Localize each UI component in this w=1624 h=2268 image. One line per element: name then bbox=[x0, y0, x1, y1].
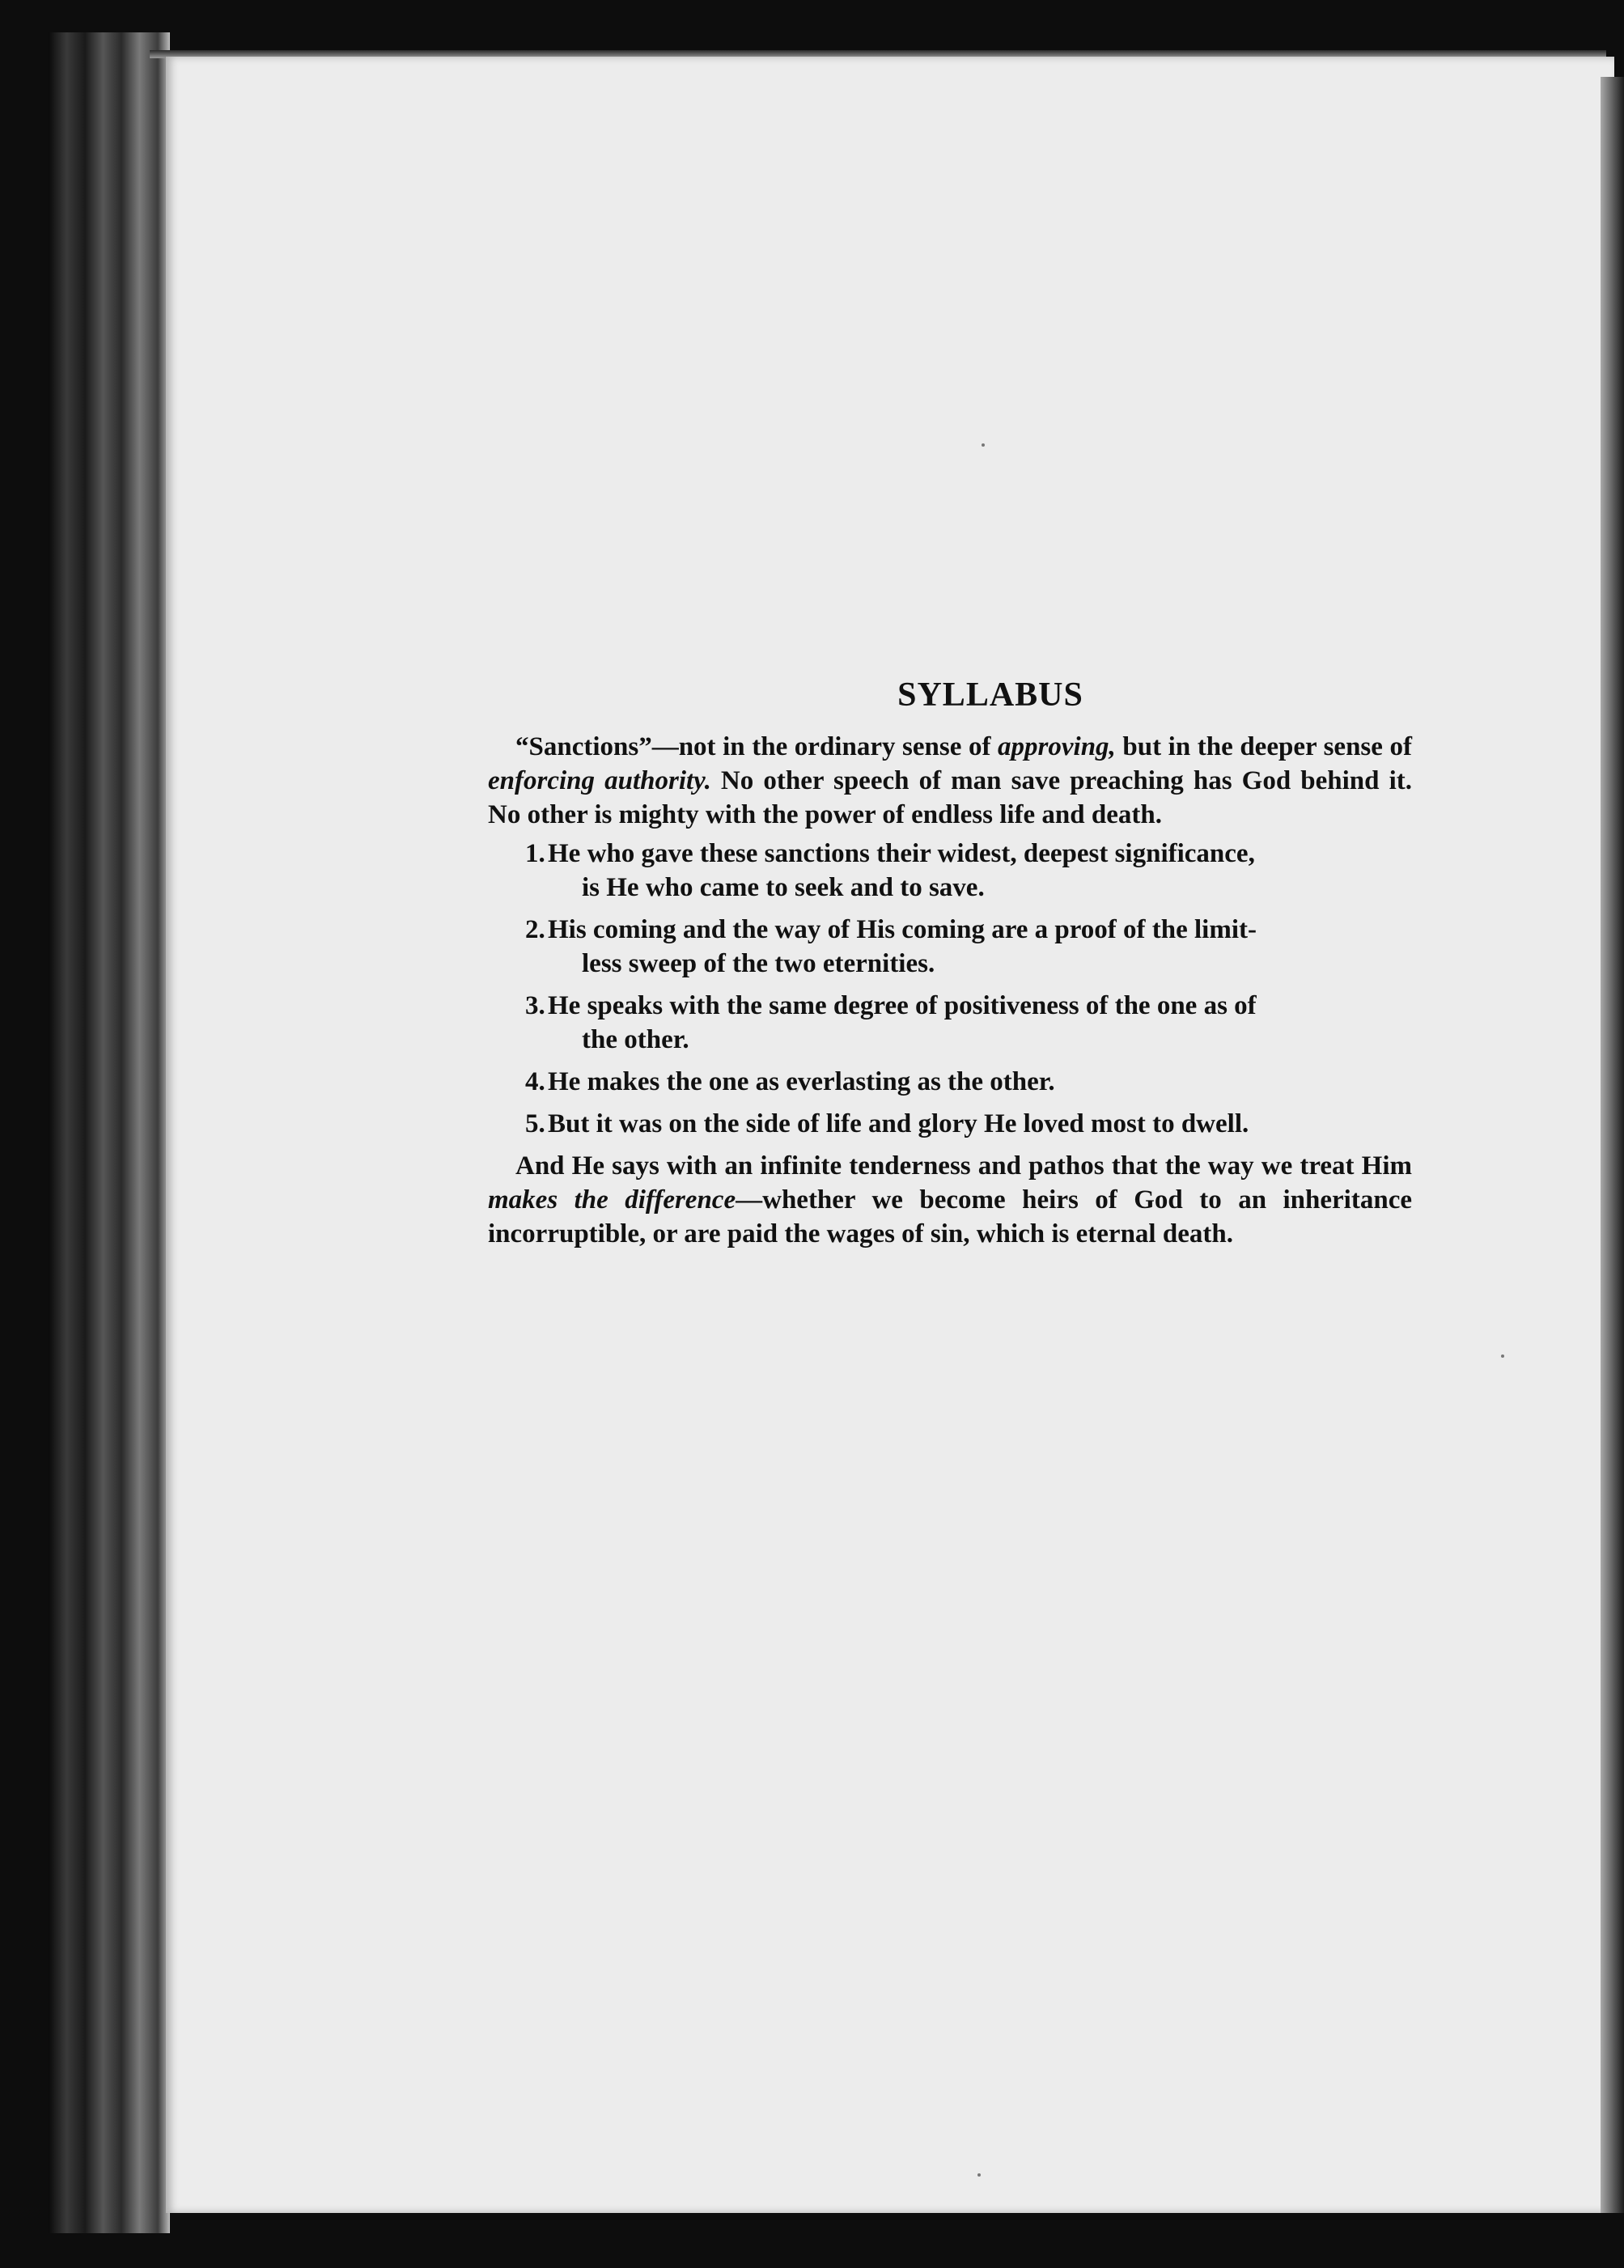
point-text-line1: He who gave these sanctions their widest, deepest significance, bbox=[548, 839, 1255, 868]
point-number: 3. bbox=[525, 991, 545, 1020]
point-number: 5. bbox=[525, 1109, 545, 1138]
book-binding-edge bbox=[49, 32, 170, 2233]
point-text-line2: less sweep of the two eternities. bbox=[582, 949, 935, 978]
list-item bbox=[488, 913, 1412, 981]
closing-lead: And He says with an infinite tenderness and pathos that the way we treat Him bbox=[515, 1151, 1412, 1181]
point-text-line1: He speaks with the same degree of positiveness of the one as of bbox=[548, 991, 1257, 1020]
intro-emphasis-approving: approving, bbox=[998, 732, 1116, 761]
scan-speck bbox=[982, 443, 985, 447]
list-item bbox=[488, 1107, 1412, 1141]
page-right-edge bbox=[1601, 77, 1624, 2213]
closing-paragraph bbox=[488, 1149, 1412, 1251]
intro-emphasis-authority: enforcing authority. bbox=[488, 766, 711, 795]
scan-speck bbox=[977, 2173, 981, 2177]
point-number: 2. bbox=[525, 915, 545, 944]
list-item bbox=[488, 1065, 1412, 1099]
intro-lead: “Sanctions”—not in the ordinary sense of bbox=[515, 732, 999, 761]
point-number: 4. bbox=[525, 1067, 545, 1096]
page-title: SYLLABUS bbox=[897, 676, 1083, 714]
point-text-line2: is He who came to seek and to save. bbox=[582, 873, 985, 902]
point-text-line1: His coming and the way of His coming are a proof of the limit- bbox=[548, 915, 1257, 944]
point-text-line1: He makes the one as everlasting as the other. bbox=[548, 1067, 1055, 1096]
point-text-line2: the other. bbox=[582, 1025, 689, 1054]
list-item bbox=[488, 837, 1412, 905]
closing-emphasis: makes the difference bbox=[488, 1185, 736, 1215]
closing-tail: —whether we become heirs of God to an inheritance incorruptible, or are paid the wages of sin, which is eternal death. bbox=[488, 1185, 1412, 1248]
intro-mid: but in the deeper sense of bbox=[1115, 732, 1412, 761]
syllabus-text-block bbox=[488, 678, 1412, 1251]
point-text-line1: But it was on the side of life and glory He loved most to dwell. bbox=[548, 1109, 1249, 1138]
intro-tail: No other speech of man save preaching has God behind it. No other is mighty with the power of endless life and death. bbox=[488, 766, 1412, 829]
scan-speck bbox=[1501, 1354, 1504, 1358]
syllabus-points bbox=[488, 837, 1412, 1141]
list-item bbox=[488, 989, 1412, 1057]
point-number: 1. bbox=[525, 839, 545, 868]
intro-paragraph bbox=[488, 730, 1412, 832]
